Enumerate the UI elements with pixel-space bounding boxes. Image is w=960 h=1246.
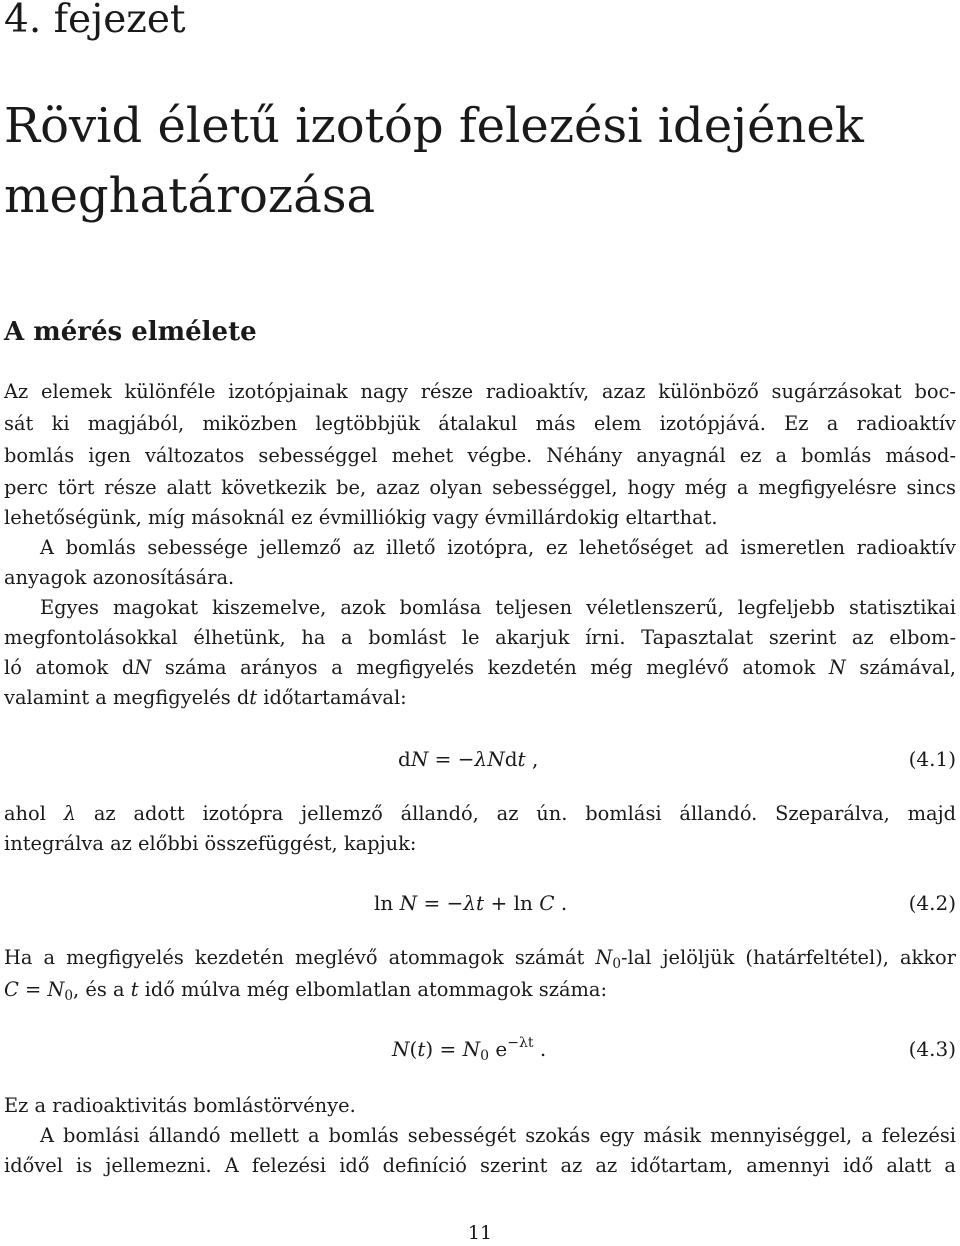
paragraph-1-line-1: Az elemek különféle izotópjainak nagy része radioaktív, azaz különböző sugárzásokat boc-	[4, 380, 956, 403]
equation-number-4-2: (4.2)	[908, 891, 956, 915]
paragraph-4-line-2: integrálva az előbbi összefüggést, kapjuk:	[4, 832, 417, 855]
equation-number-4-1: (4.1)	[908, 747, 956, 771]
section-title: A mérés elmélete	[4, 317, 257, 347]
paragraph-3-line-2: megfontolásokkal élhetünk, ha a bomlást le akarjuk írni. Tapasztalat szerint az elbom-	[4, 626, 956, 649]
chapter-title-line-1: Rövid életű izotóp felezési idejének	[4, 98, 864, 154]
chapter-label: 4. fejezet	[4, 0, 186, 42]
paragraph-6-line-1: Ez a radioaktivitás bomlástörvénye.	[4, 1094, 356, 1117]
equation-4-2: ln N = −λt + ln C .	[374, 891, 568, 915]
paragraph-1-line-3: bomlás igen változatos sebességgel mehet végbe. Néhány anyagnál ez a bomlás másod-	[4, 444, 956, 467]
paragraph-7-line-2: idővel is jellemezni. A felezési idő definíció szerint az az időtartam, amennyi idő alatt a	[4, 1154, 956, 1177]
paragraph-3-line-1: Egyes magokat kiszemelve, azok bomlása teljesen véletlenszerű, legfeljebb statisztikai	[40, 596, 956, 619]
paragraph-2-line-2: anyagok azonosítására.	[4, 566, 235, 589]
paragraph-2-line-1: A bomlás sebessége jellemző az illető izotópra, ez lehetőséget ad ismeretlen radioaktív	[40, 536, 956, 559]
equation-number-4-3: (4.3)	[908, 1037, 956, 1061]
equation-4-3: $N(t) = N_0$ $e^{-\lambda t}$ .	[392, 1035, 547, 1064]
paragraph-5-line-1: Ha a megfigyelés kezdetén meglévő atommagok számát $N_0$-lal jelöljük (határfeltétel), akkor	[4, 946, 956, 972]
paragraph-1-line-2: sát ki magjából, miközben legtöbbjük átalakul más elem izotópjává. Ez a radioaktív	[4, 412, 956, 435]
paragraph-3-line-3: ló atomok dN száma arányos a megfigyelés kezdetén még meglévő atomok N számával,	[4, 656, 956, 679]
equation-4-1: dN = −λNdt ,	[398, 747, 539, 771]
paragraph-1-line-5: lehetőségünk, míg másoknál ez évmilliókig vagy évmillárdokig eltarthat.	[4, 506, 718, 529]
paragraph-5-line-2: $C = N_0$, és a t idő múlva még elbomlatlan atommagok száma:	[4, 978, 607, 1004]
paragraph-1-line-4: perc tört része alatt következik be, azaz olyan sebességgel, hogy még a megfigyelésre sincs	[4, 476, 956, 499]
paragraph-4-line-1: ahol λ az adott izotópra jellemző állandó, az ún. bomlási állandó. Szeparálva, majd	[4, 802, 956, 825]
chapter-title-line-2: meghatározása	[4, 168, 376, 224]
page-number: 11	[467, 1222, 493, 1244]
paragraph-7-line-1: A bomlási állandó mellett a bomlás sebességét szokás egy másik mennyiséggel, a felezési	[40, 1124, 956, 1147]
paragraph-3-line-4: valamint a megfigyelés dt időtartamával:	[4, 686, 407, 709]
